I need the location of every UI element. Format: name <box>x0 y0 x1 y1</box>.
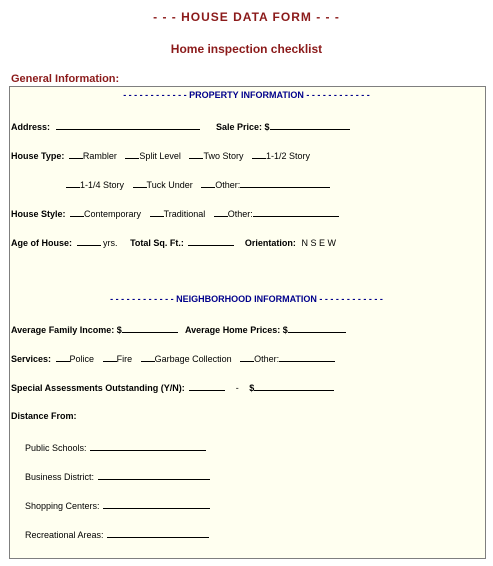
house-style-label: House Style: <box>11 209 66 219</box>
address-field[interactable] <box>56 120 200 130</box>
type-other-field[interactable] <box>240 178 330 188</box>
public-schools-row <box>25 441 206 453</box>
business-district-label: Business District: <box>25 472 95 482</box>
sqft-field[interactable] <box>188 236 234 246</box>
public-schools-label: Public Schools: <box>25 443 87 453</box>
two-story-option: Two Story <box>203 151 244 161</box>
style-other-option: Other: <box>227 209 253 219</box>
recreational-areas-field[interactable] <box>107 528 209 538</box>
shopping-centers-field[interactable] <box>103 499 210 509</box>
house-type-row-2 <box>66 178 330 190</box>
age-row <box>11 236 336 248</box>
house-type-row <box>11 149 310 161</box>
family-income-field[interactable] <box>122 323 178 333</box>
style-other-field[interactable] <box>253 207 339 217</box>
special-assessments-yn-field[interactable] <box>189 381 225 391</box>
services-row <box>11 352 335 364</box>
house-style-row <box>11 207 339 219</box>
home-prices-row <box>185 323 346 335</box>
age-label: Age of House: <box>11 238 73 248</box>
service-other-checkbox[interactable] <box>240 352 254 362</box>
fire-option: Fire <box>116 354 133 364</box>
recreational-areas-row <box>25 528 209 540</box>
family-income-row <box>11 323 178 335</box>
one-half-story-option: 1-1/2 Story <box>265 151 310 161</box>
sale-price-label: Sale Price: $ <box>216 122 270 132</box>
special-assessments-label: Special Assessments Outstanding (Y/N): <box>11 383 185 393</box>
special-assessments-row <box>11 381 334 393</box>
rambler-option: Rambler <box>82 151 117 161</box>
contemporary-checkbox[interactable] <box>70 207 84 217</box>
sqft-label: Total Sq. Ft.: <box>130 238 184 248</box>
age-field[interactable] <box>77 236 101 246</box>
sale-price-row <box>216 120 350 132</box>
fire-checkbox[interactable] <box>103 352 117 362</box>
recreational-areas-label: Recreational Areas: <box>25 530 104 540</box>
one-half-story-checkbox[interactable] <box>252 149 266 159</box>
business-district-field[interactable] <box>98 470 210 480</box>
form-title: - - - HOUSE DATA FORM - - - <box>153 10 340 24</box>
police-checkbox[interactable] <box>56 352 70 362</box>
form-subtitle: Home inspection checklist <box>170 42 323 56</box>
tuck-under-option: Tuck Under <box>146 180 193 190</box>
distance-from-heading: Distance From: <box>11 411 77 421</box>
sale-price-field[interactable] <box>270 120 350 130</box>
special-assessments-dollar: $ <box>249 383 255 393</box>
house-type-label: House Type: <box>11 151 65 161</box>
service-other-field[interactable] <box>279 352 335 362</box>
type-other-option: Other: <box>215 180 241 190</box>
public-schools-field[interactable] <box>90 441 206 451</box>
age-unit: yrs. <box>103 238 118 248</box>
rambler-checkbox[interactable] <box>69 149 83 159</box>
family-income-label: Average Family Income: $ <box>11 325 122 335</box>
two-story-checkbox[interactable] <box>189 149 203 159</box>
services-label: Services: <box>11 354 52 364</box>
garbage-checkbox[interactable] <box>141 352 155 362</box>
orientation-label: Orientation: <box>244 238 296 248</box>
service-other-option: Other: <box>254 354 280 364</box>
special-assessments-dash: - <box>235 383 239 393</box>
style-other-checkbox[interactable] <box>214 207 228 217</box>
business-district-row <box>25 470 210 482</box>
address-row <box>11 120 200 132</box>
property-section-title: - - - - - - - - - - - - PROPERTY INFORMATION - - - - - - - - - - - - <box>123 90 370 100</box>
traditional-option: Traditional <box>163 209 206 219</box>
one-quarter-story-checkbox[interactable] <box>66 178 80 188</box>
type-other-checkbox[interactable] <box>201 178 215 188</box>
orientation-options[interactable]: N S E W <box>301 238 336 248</box>
home-prices-label: Average Home Prices: $ <box>185 325 288 335</box>
garbage-option: Garbage Collection <box>154 354 232 364</box>
special-assessments-amount-field[interactable] <box>254 381 334 391</box>
traditional-checkbox[interactable] <box>150 207 164 217</box>
address-label: Address: <box>11 122 51 132</box>
split-level-checkbox[interactable] <box>125 149 139 159</box>
contemporary-option: Contemporary <box>84 209 142 219</box>
split-level-option: Split Level <box>139 151 181 161</box>
home-prices-field[interactable] <box>288 323 346 333</box>
shopping-centers-row <box>25 499 210 511</box>
police-option: Police <box>69 354 95 364</box>
tuck-under-checkbox[interactable] <box>133 178 147 188</box>
neighborhood-section-title: - - - - - - - - - - - - NEIGHBORHOOD INFORMATION - - - - - - - - - - - - <box>110 294 383 304</box>
shopping-centers-label: Shopping Centers: <box>25 501 100 511</box>
one-quarter-story-option: 1-1/4 Story <box>80 180 125 190</box>
general-information-heading: General Information: <box>11 73 120 85</box>
